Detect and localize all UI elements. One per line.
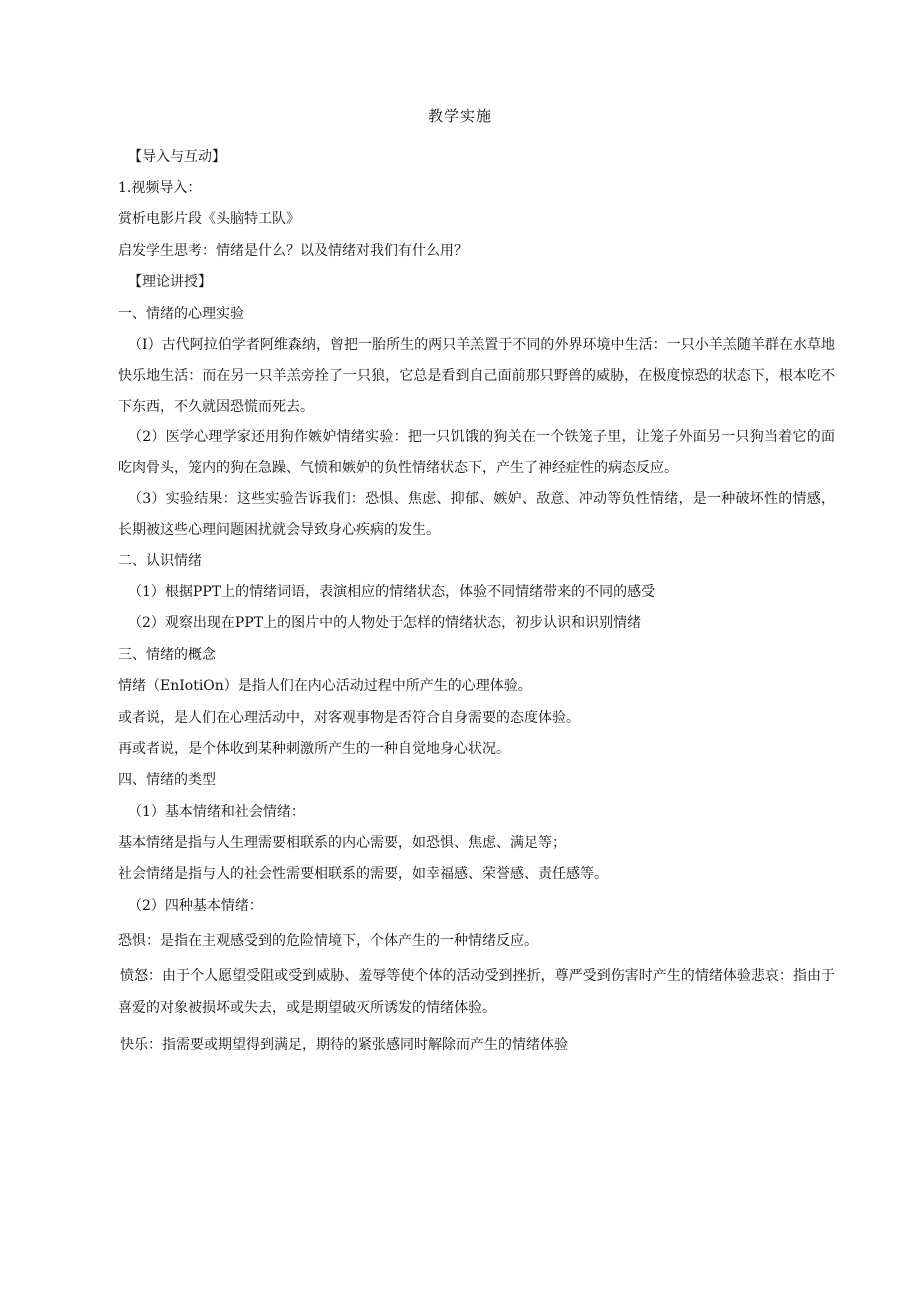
part4-sub2: （2）四种基本情绪： [128,898,263,914]
section-intro-header: 【导入与互动】 [128,149,226,165]
part2-heading: 二、认识情绪 [118,553,202,569]
video-intro: 1.视频导入： [118,180,202,196]
basic-emotion: 基本情绪是指与人生理需要相联系的内心需要，如恐惧、焦虑、满足等； [118,835,566,851]
part1-paragraph1: （I）古代阿拉伯学者阿维森纳，曾把一胎所生的两只羊羔置于不同的外界环境中生活：一只小羊羔随羊群在水草地快乐地生活：而在另一只羊羔旁拴了一只狼，它总是看到自己面前那只野兽的威胁，在极度惊恐的状态下，根本吃不下东西，不久就因恐慌而死去。 [118,337,835,415]
part4-heading: 四、情绪的类型 [118,772,216,788]
page-title: 教学实施 [427,107,492,125]
part2-item2: （2）观察出现在PPT上的图片中的人物处于怎样的情绪状态，初步认识和识别情绪 [128,615,642,631]
part3-definition1: 情绪（EnIotiOn）是指人们在内心活动过程中所产生的心理体验。 [118,678,532,694]
part1-heading: 一、情绪的心理实验 [118,306,244,322]
part1-paragraph3: （3）实验结果：这些实验告诉我们：恐惧、焦虑、抑郁、嫉妒、敌意、冲动等负性情绪，是一种破坏性的情感，长期被这些心理问题困扰就会导致身心疾病的发生。 [118,491,835,538]
section-theory-header: 【理论讲授】 [128,274,212,290]
joy-emotion: 快乐：指需要或期望得到满足，期待的紧张感同时解除而产生的情绪体验 [120,1037,568,1053]
part4-sub1: （1）基本情绪和社会情绪： [128,804,305,820]
fear-emotion: 恐惧：是指在主观感受到的危险情境下，个体产生的一种情绪反应。 [118,933,538,949]
part3-definition2: 或者说，是人们在心理活动中，对客观事物是否符合自身需要的态度体验。 [118,710,580,726]
part2-item1: （1）根据PPT上的情绪词语，表演相应的情绪状态，体验不同情绪带来的不同的感受 [128,584,656,600]
part3-heading: 三、情绪的概念 [118,647,216,663]
part1-paragraph2: （2）医学心理学家还用狗作嫉妒情绪实验：把一只饥饿的狗关在一个铁笼子里，让笼子外面另一只狗当着它的面吃肉骨头，笼内的狗在急躁、气愤和嫉妒的负性情绪状态下，产生了神经症性的病态反应。 [118,429,835,476]
film-clip: 赏析电影片段《头脑特工队》 [118,211,300,227]
question: 启发学生思考：情绪是什么？以及情绪对我们有什么用？ [118,243,468,259]
social-emotion: 社会情绪是指与人的社会性需要相联系的需要，如幸福感、荣誉感、责任感等。 [118,866,608,882]
anger-sadness-emotion: 愤怒：由于个人愿望受阻或受到威胁、羞辱等使个体的活动受到挫折，尊严受到伤害时产生的情绪体验悲哀：指由于喜爱的对象被损坏或失去，或是期望破灭所诱发的情绪体验。 [118,968,835,1016]
part3-definition3: 再或者说，是个体收到某种刺激所产生的一种自觉地身心状况。 [118,741,510,757]
